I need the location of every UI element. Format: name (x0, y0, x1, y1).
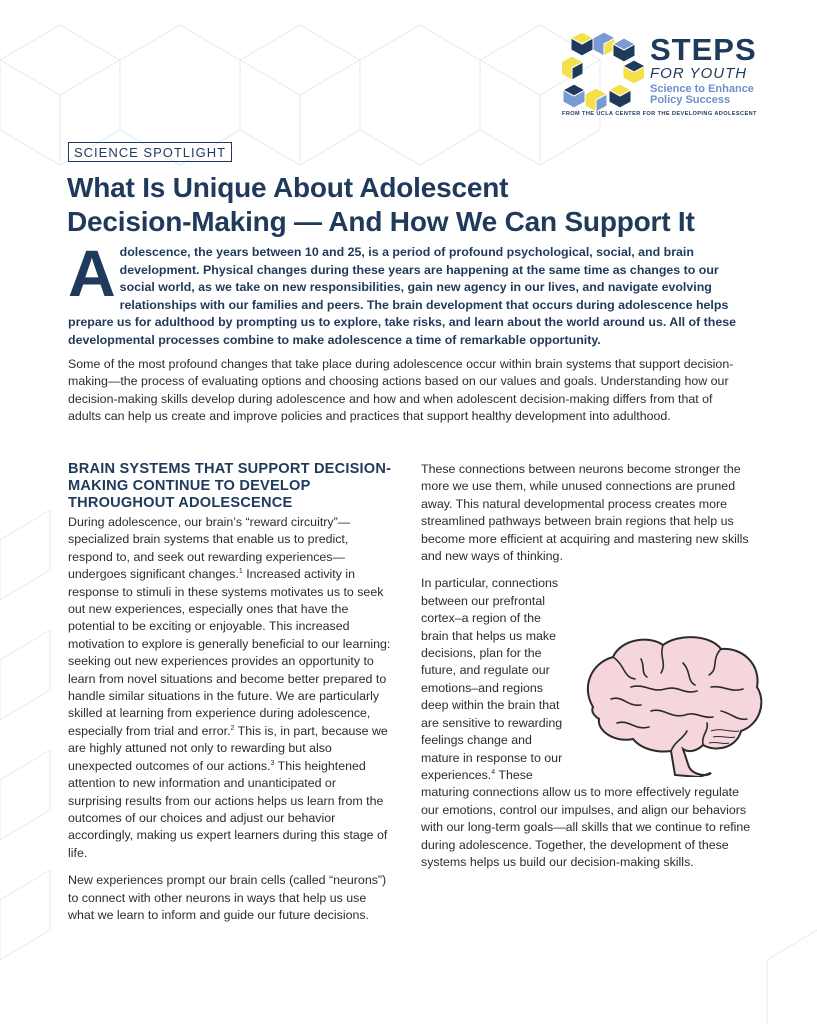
page-title (67, 171, 787, 239)
p4-part-a: In particular, connections between our prefrontal cortex–a region of the brain that helps us make decisions, plan for the future, and regulate our emotions–and regions deep within the brain that are sensitive to rewarding feelings change and mature in response to our experiences. (421, 576, 563, 782)
section-heading: BRAIN SYSTEMS THAT SUPPORT DECISION-MAKING CONTINUE TO DEVELOP THROUGHOUT ADOLESCENCE (68, 461, 392, 511)
logo-from-line: FROM THE UCLA CENTER FOR THE DEVELOPING ADOLESCENT (562, 111, 757, 117)
title-line-2: Decision-Making — And How We Can Support It (67, 206, 695, 237)
p1-part-a: During adolescence, our brain’s “reward circuitry”—specialized brain systems that enable us to predict, respond to, and seek out rewarding experiences—undergoes significant changes. (68, 515, 351, 582)
footnote-ref-1: 1 (238, 568, 243, 576)
footnote-ref-4: 4 (491, 768, 496, 776)
p4-part-b: These maturing connections allow us to more effectively regulate our emotions, control our impulses, and align our behaviors with our long-term goals—all skills that we continue to refine during adolescence. Together, the development of these systems helps us build our decision-making skills. (421, 767, 751, 869)
brain-icon (571, 627, 771, 777)
intro-text: dolescence, the years between 10 and 25, is a period of profound psychological, social, and brain development. Physical changes during these years are happening at the same time as changes to our social world, as we take on new responsibilities, gain new agency in our lives, and navigate evolving relationships with our families and peers. The brain development that occurs during adolescence helps prepare us for adulthood by prompting us to explore, take risks, and learn about the world around us. All of these developmental processes combine to make adolescence a time of remarkable opportunity. (68, 245, 737, 347)
p1-part-d: This heightened attention to new information and unanticipated or surprising results from our actions helps us learn from the outcomes of our choices and adjust our behavior accordingly, making us expert learners during this stage of life. (68, 758, 388, 860)
logo-tagline-line1: Science to Enhance (650, 83, 754, 95)
intro-paragraph (68, 236, 744, 349)
logo-tagline-line2: Policy Success (650, 94, 731, 106)
brain-illustration (571, 627, 771, 777)
logo-tagline (650, 84, 754, 106)
p1-part-b: Increased activity in response to stimuli in these systems motivates us to seek out new experiences, especially ones that have the potential to be exciting or enjoyable. This increased motivation to explore is generally beneficial to our learning: seeking out new experiences provides an opportunity to learn from novel situations and become better prepared to handle similar situations in the future. We are particularly skilled at learning from experience during adolescence, especially from trial and error. (68, 567, 391, 738)
right-column (421, 461, 751, 881)
logo-brand: STEPS (650, 32, 757, 67)
cube-logo-icon (562, 30, 644, 112)
drop-cap: A (68, 236, 116, 310)
footnote-ref-3: 3 (270, 759, 275, 767)
p1-part-c: This is, in part, because we are highly attuned not only to rewarding but also unexpected outcomes of our actions. (68, 723, 388, 773)
logo-subbrand: FOR YOUTH (650, 65, 748, 82)
body-paragraph-1 (68, 514, 393, 862)
body-paragraph-2: New experiences prompt our brain cells (called “neurons”) to connect with other neurons in ways that help us use what we learn to inform and guide our future decisions. (68, 873, 387, 922)
body-paragraph-3: These connections between neurons become stronger the more we use them, while unused connections are pruned away. This natural developmental process creates more streamlined pathways between brain regions that help us become more efficient at acquiring and mastering new skills and new ways of thinking. (421, 462, 749, 564)
lead-paragraph: Some of the most profound changes that take place during adolescence occur within brain systems that support decision-making—the process of evaluating options and choosing actions based on our values and goals. Understanding how our decision-making skills develop during adolescence and how and when adolescent decision-making differs from that of adults can help us create and improve policies and practices that support healthy development into adulthood. (68, 357, 734, 424)
steps-for-youth-logo (562, 30, 762, 120)
left-column (68, 461, 393, 934)
science-spotlight-label: SCIENCE SPOTLIGHT (68, 142, 232, 162)
title-line-1: What Is Unique About Adolescent (67, 172, 509, 203)
footnote-ref-2: 2 (230, 724, 235, 732)
body-paragraph-4 (421, 575, 751, 871)
